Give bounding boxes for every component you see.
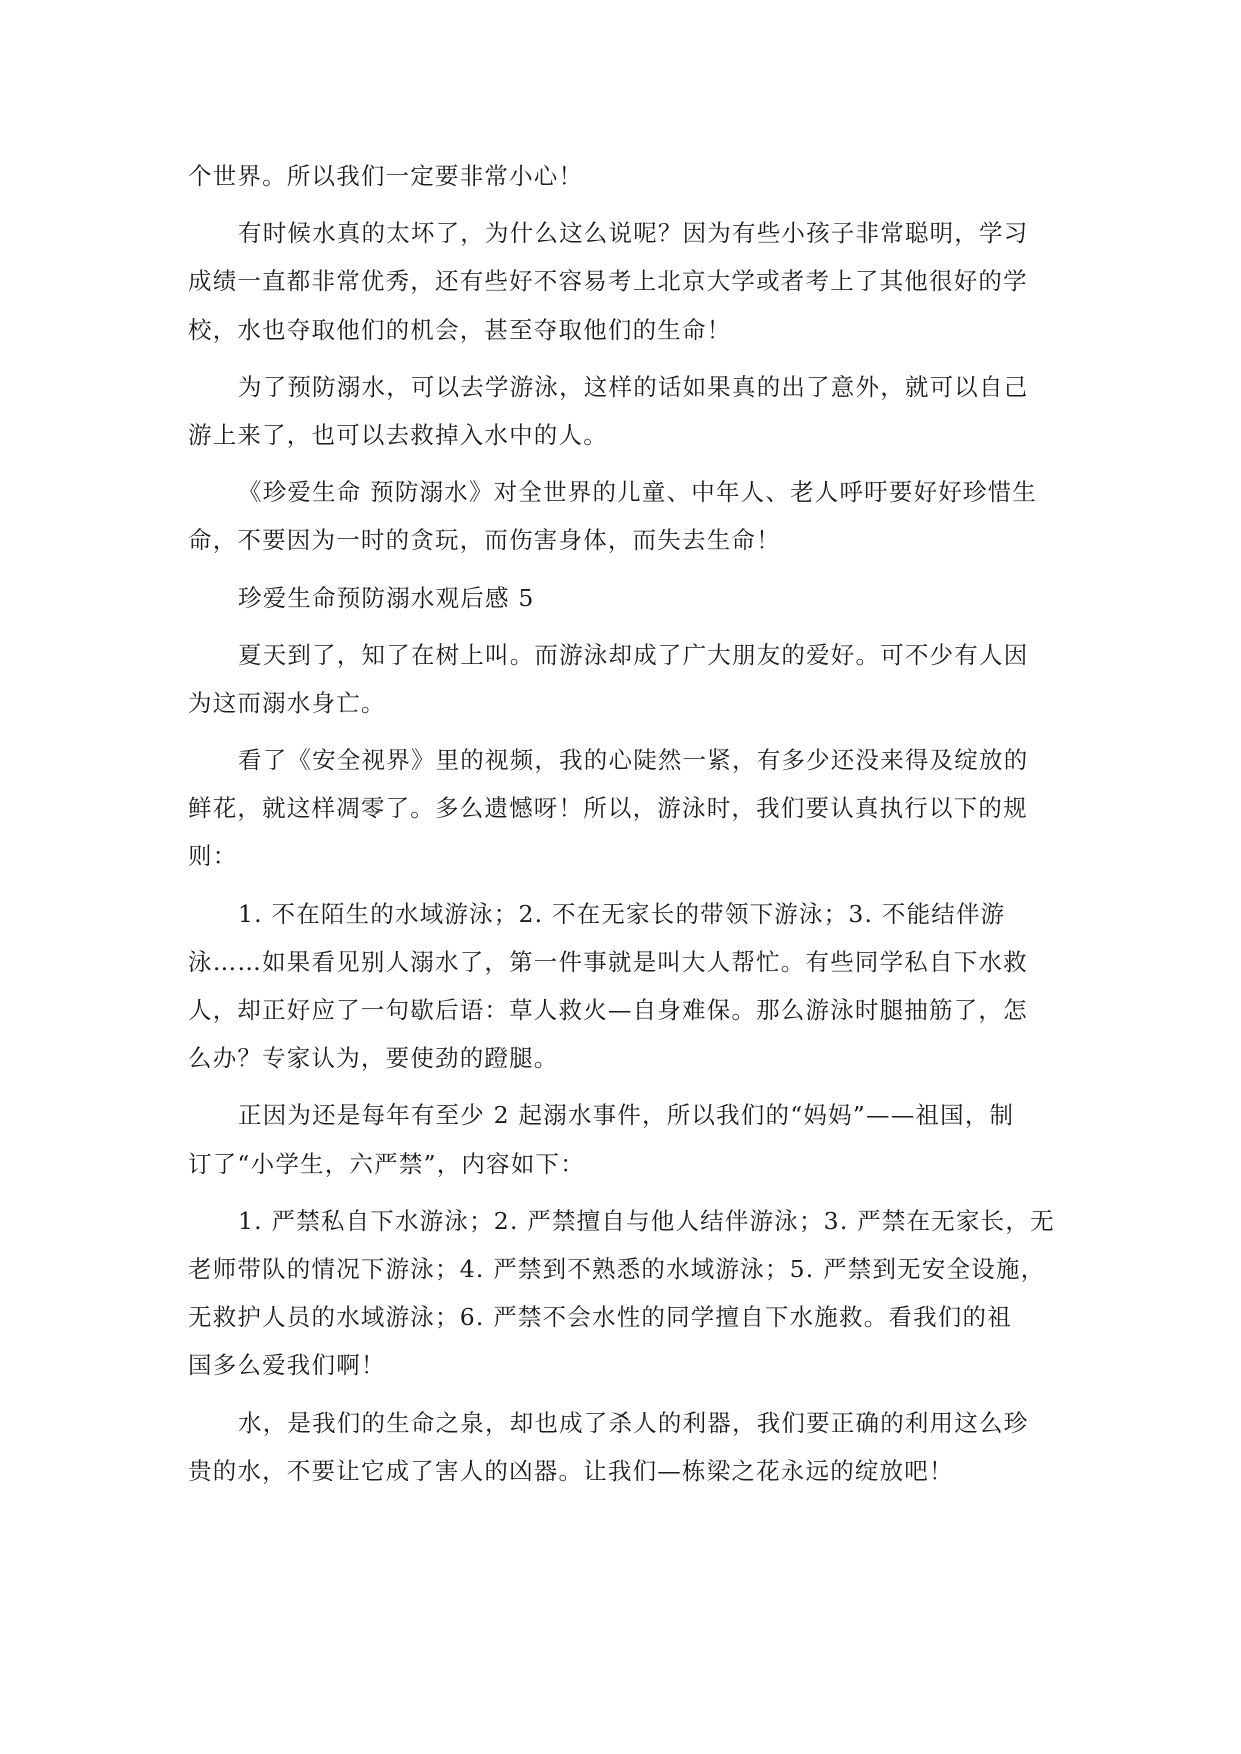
text-line: 泳……如果看见别人溺水了，第一件事就是叫大人帮忙。有些同学私自下水救 (188, 947, 1028, 976)
text-line: 正因为还是每年有至少 2 起溺水事件，所以我们的“妈妈”——祖国，制 (238, 1101, 1015, 1130)
text-line: 订了“小学生，六严禁”，内容如下： (188, 1149, 585, 1178)
paragraph-gap (188, 1188, 1058, 1197)
document-page (188, 152, 1058, 1495)
text-line: 命，不要因为一时的贪玩，而伤害身体，而失去生命！ (188, 526, 781, 555)
text-line: 为了预防溺水，可以去学游泳，这样的话如果真的出了意外，就可以自己 (238, 372, 1029, 401)
paragraph-gap (188, 1082, 1058, 1091)
text-line: 游上来了，也可以去救掉入水中的人。 (188, 420, 608, 449)
text-line: 1. 严禁私自下水游泳；2. 严禁擅自与他人结伴游泳；3. 严禁在无家长，无 (238, 1206, 1055, 1235)
text-line: 有时候水真的太坏了，为什么这么说呢？因为有些小孩子非常聪明，学习 (238, 219, 1029, 248)
text-line: 个世界。所以我们一定要非常小心！ (188, 162, 584, 190)
paragraph-gap (188, 354, 1058, 363)
text-line: 国多么爱我们啊！ (188, 1351, 386, 1380)
paragraph-gap (188, 622, 1058, 631)
text-line: 无救护人员的水域游泳；6. 严禁不会水性的同学擅自下水施救。看我们的祖 (188, 1303, 1012, 1332)
paragraph-gap (188, 881, 1058, 890)
paragraph-gap (188, 1390, 1058, 1399)
text-line: 成绩一直都非常优秀，还有些好不容易考上北京大学或者考上了其他很好的学 (188, 267, 1028, 296)
text-line: 夏天到了，知了在树上叫。而游泳却成了广大朋友的爱好。可不少有人因 (238, 640, 1029, 669)
paragraph-gap (188, 727, 1058, 736)
text-line: 珍爱生命预防溺水观后感 5 (238, 583, 535, 612)
text-line: 为这而溺水身亡。 (188, 688, 386, 717)
text-line: 贵的水，不要让它成了害人的凶器。让我们—栋梁之花永远的绽放吧！ (188, 1456, 954, 1485)
paragraph-gap (188, 459, 1058, 468)
text-line: 则： (188, 842, 238, 871)
paragraph-gap (188, 200, 1058, 209)
text-line: 老师带队的情况下游泳；4. 严禁到不熟悉的水域游泳；5. 严禁到无安全设施， (188, 1254, 1046, 1283)
text-line: 鲜花，就这样凋零了。多么遗憾呀！所以，游泳时，我们要认真执行以下的规 (188, 794, 1028, 823)
paragraph-gap (188, 565, 1058, 574)
text-line: 看了《安全视界》里的视频，我的心陡然一紧，有多少还没来得及绽放的 (238, 746, 1029, 775)
text-line: 《珍爱生命 预防溺水》对全世界的儿童、中年人、老人呼吁要好好珍惜生 (238, 478, 1038, 507)
text-line: 人，却正好应了一句歇后语：草人救火—自身难保。那么游泳时腿抽筋了，怎 (188, 996, 1028, 1024)
text-line: 么办？专家认为，要使劲的蹬腿。 (188, 1044, 559, 1073)
text-line: 水，是我们的生命之泉，却也成了杀人的利器，我们要正确的利用这么珍 (238, 1408, 1029, 1437)
text-line: 校，水也夺取他们的机会，甚至夺取他们的生命！ (188, 315, 732, 344)
text-line: 1. 不在陌生的水域游泳；2. 不在无家长的带领下游泳；3. 不能结伴游 (238, 899, 1006, 928)
